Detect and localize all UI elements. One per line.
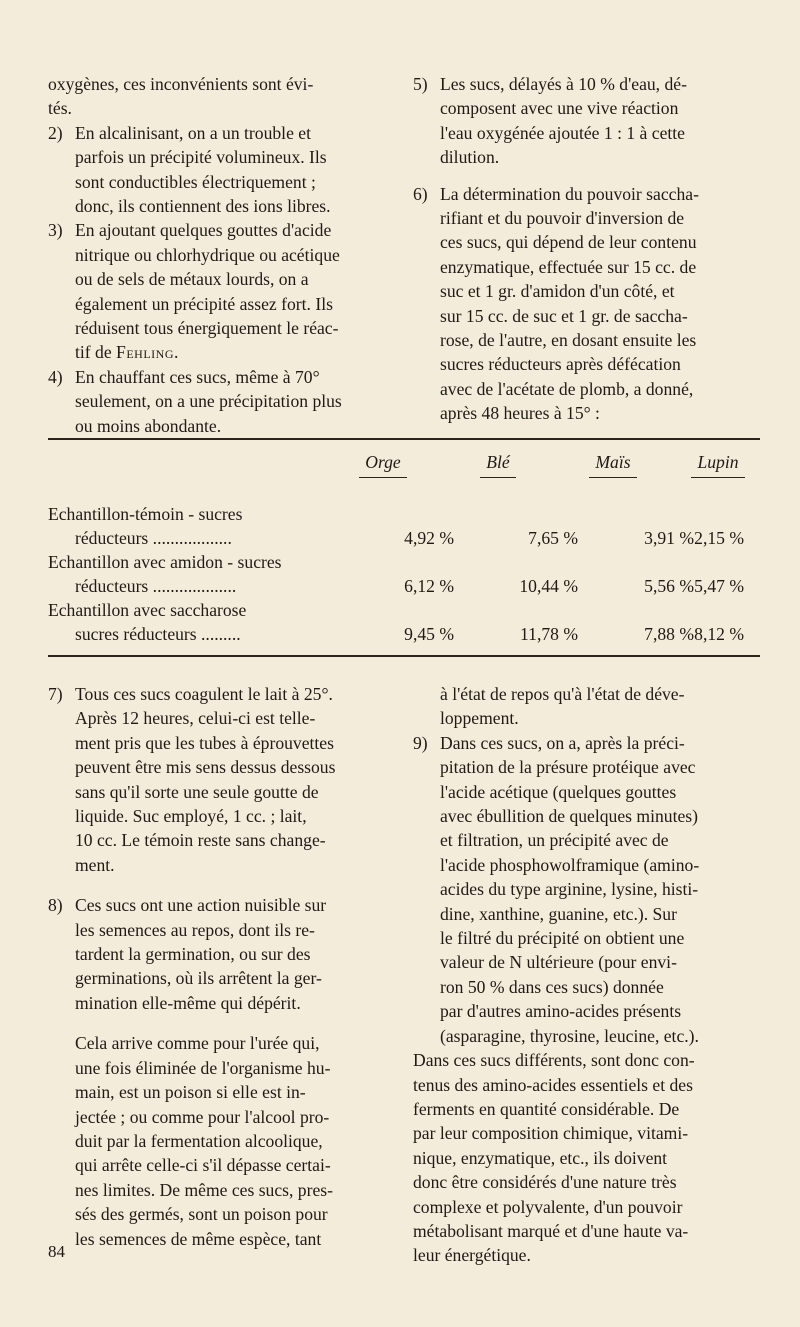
text-line: nique, enzymatique, etc., ils doivent [413,1147,668,1168]
table-cell: 2,15 % [694,528,744,548]
table-row [48,526,760,550]
text-fragment: tif de [75,342,117,363]
text-line: main, est un poison si elle est in- [75,1082,306,1103]
list-item-7 [48,682,392,877]
text-line: avec ébullition de quelques minutes) [440,806,698,827]
text-line: par leur composition chimique, vitami- [413,1123,689,1144]
page-number: 84 [48,1242,65,1261]
text-line: suc et 1 gr. d'amidon d'un côté, et [440,281,675,302]
table-row [48,598,760,622]
text-line: acides du type arginine, lysine, histi- [440,879,699,900]
text-line: rifiant et du pouvoir d'inversion de [440,208,685,229]
item-number: 6) [413,183,428,204]
conclusion-paragraph [413,1048,758,1268]
text-line: une fois éliminée de l'organisme hu- [75,1057,331,1078]
item-number: 9) [413,732,428,753]
table-cell: 9,45 % [404,624,454,644]
table-cell: 6,12 % [404,576,454,596]
text-line: également un précipité assez fort. Ils [75,293,333,314]
sugar-table [48,452,760,652]
table-row [48,502,760,526]
text-line: nitrique ou chlorhydrique ou acétique [75,244,340,265]
text-line: ou de sels de métaux lourds, on a [75,269,309,290]
text-line: Cela arrive comme pour l'urée qui, [75,1033,320,1054]
text-line: composent avec une vive réaction [440,98,679,119]
text-line: mination elle-même qui dépérit. [75,992,301,1013]
table-cell: 5,47 % [694,576,744,596]
text-line: enzymatique, effectuée sur 15 cc. de [440,256,697,277]
item-number: 2) [48,122,63,143]
text-line [75,340,392,364]
text-line: seulement, on a une précipitation plus [75,391,342,412]
text-line: valeur de N ultérieure (pour envi- [440,952,677,973]
continuation-paragraph [413,682,758,731]
text-line: l'acide acétique (quelques gouttes [440,781,677,802]
table-cell: 3,91 % [644,528,694,548]
text-line: 10 cc. Le témoin reste sans change- [75,830,326,851]
text-line: qui arrête celle-ci s'il dépasse certai- [75,1155,331,1176]
text-line: leur énergétique. [413,1245,531,1266]
text-line: peuvent être mis sens dessus dessous [75,757,336,778]
text-line: réduisent tous énergiquement le réac- [75,318,339,339]
text-line: germinations, où ils arrêtent la ger- [75,968,322,989]
item-number: 5) [413,74,428,94]
list-item-3 [48,218,392,364]
text-line: Les sucs, délayés à 10 % d'eau, dé- [440,74,687,94]
list-item-4 [48,365,392,438]
list-item-9 [413,731,758,1048]
text-line: tenus des amino-acides essentiels et des [413,1074,693,1095]
row-label: Echantillon avec saccharose [48,600,247,620]
list-item-6 [413,182,758,426]
text-line: tés. [48,98,72,119]
text-line: Dans ces sucs différents, sont donc con- [413,1050,695,1071]
text-line: Ces sucs ont une action nuisible sur [75,895,327,916]
text-line: le filtré du précipité on obtient une [440,928,685,949]
text-line: Après 12 heures, celui-ci est telle- [75,708,316,729]
text-line: et filtration, un précipité avec de [440,830,669,851]
text-line: les semences au repos, dont ils re- [75,919,315,940]
item-number: 4) [48,366,63,387]
text-line: jectée ; ou comme pour l'alcool pro- [75,1106,330,1127]
table-cell: 11,78 % [520,624,578,644]
text-line: après 48 heures à 15° : [440,403,600,424]
table-row [48,550,760,574]
col-header-mais: Maïs [568,452,658,478]
continuation-paragraph [48,72,392,121]
text-line: dilution. [440,147,500,168]
text-line: l'acide phosphowolframique (amino- [440,854,700,875]
text-line: ment pris que les tubes à éprouvettes [75,732,334,753]
text-fragment: . [174,342,179,363]
row-label: Echantillon avec amidon - sucres [48,552,282,572]
item-number: 8) [48,895,63,916]
text-line: ment. [75,854,115,875]
table-cell: 7,65 % [528,528,578,548]
text-line: ferments en quantité considérable. De [413,1098,680,1119]
right-column-top [413,72,758,426]
text-line: les semences de même espèce, tant [75,1228,322,1249]
row-label: Echantillon-témoin - sucres [48,504,243,524]
text-line: parfois un précipité volumineux. Ils [75,147,327,168]
text-line: nes limites. De même ces sucs, pres- [75,1179,333,1200]
paragraph-urea [48,1031,392,1251]
table-cell: 4,92 % [404,528,454,548]
text-line: sans qu'il sorte une seule goutte de [75,781,319,802]
row-label: réducteurs .................. [75,528,232,548]
text-line: ron 50 % dans ces sucs) donnée [440,976,664,997]
col-header-lupin: Lupin [673,452,763,478]
text-line: (asparagine, thyrosine, leucine, etc.). [440,1025,699,1046]
row-label: réducteurs ................... [75,576,237,596]
left-column-top [48,72,392,438]
list-item-2 [48,121,392,219]
text-line: avec de l'acétate de plomb, a donné, [440,378,694,399]
text-line: loppement. [440,708,519,729]
col-header-orge: Orge [338,452,428,478]
table-bottom-rule [48,655,760,657]
small-caps-name: Fehling [116,342,174,363]
col-header-ble: Blé [453,452,543,478]
text-line: liquide. Suc employé, 1 cc. ; lait, [75,806,307,827]
text-line: En chauffant ces sucs, même à 70° [75,366,320,387]
text-line: dine, xanthine, guanine, etc.). Sur [440,903,677,924]
table-cell: 10,44 % [519,576,578,596]
text-line: sucres réducteurs après défécation [440,354,681,375]
text-line: ou moins abondante. [75,415,222,436]
text-line: à l'état de repos qu'à l'état de déve- [440,684,685,704]
text-line: ces sucs, qui dépend de leur contenu [440,232,697,253]
table-row [48,622,760,646]
text-line: sés des germés, sont un poison pour [75,1204,328,1225]
table-cell: 7,88 % [644,624,694,644]
text-line: donc, ils contiennent des ions libres. [75,196,331,217]
item-number: 3) [48,220,63,241]
text-line: sur 15 cc. de suc et 1 gr. de saccha- [440,305,688,326]
text-line: métabolisant marqué et d'une haute va- [413,1220,689,1241]
text-line: l'eau oxygénée ajoutée 1 : 1 à cette [440,122,685,143]
right-column-bottom [413,682,758,1268]
table-row [48,574,760,598]
text-line: sont conductibles électriquement ; [75,171,316,192]
text-line: duit par la fermentation alcoolique, [75,1130,323,1151]
list-item-5 [413,72,758,170]
text-line: rose, de l'autre, en dosant ensuite les [440,330,697,351]
text-line: Tous ces sucs coagulent le lait à 25°. [75,684,333,704]
text-line: En alcalinisant, on a un trouble et [75,122,311,143]
text-line: tardent la germination, ou sur des [75,944,311,965]
text-line: oxygènes, ces inconvénients sont évi- [48,74,314,94]
text-line: pitation de la présure protéique avec [440,757,696,778]
text-line: La détermination du pouvoir saccha- [440,183,699,204]
table-cell: 5,56 % [644,576,694,596]
row-label: sucres réducteurs ......... [75,624,241,644]
left-column-bottom [48,682,392,1251]
text-line: En ajoutant quelques gouttes d'acide [75,220,332,241]
item-number: 7) [48,684,63,704]
text-line: par d'autres amino-acides présents [440,1001,682,1022]
text-line: donc être considérés d'une nature très [413,1172,677,1193]
text-line: Dans ces sucs, on a, après la préci- [440,732,685,753]
text-line: complexe et polyvalente, d'un pouvoir [413,1196,683,1217]
table-top-rule [48,438,760,440]
table-cell: 8,12 % [694,624,744,644]
list-item-8 [48,893,392,1015]
